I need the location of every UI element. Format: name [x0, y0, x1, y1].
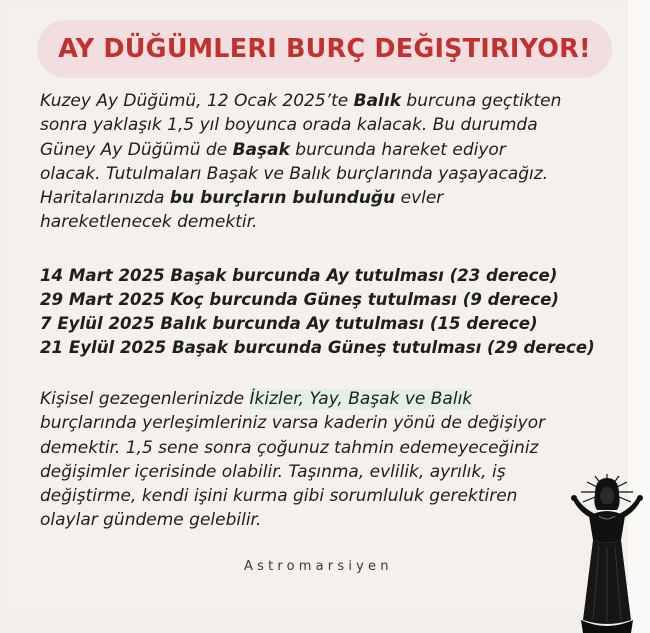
intro-line: [40, 138, 630, 162]
intro-emphasis: bu burçların bulunduğu: [169, 188, 396, 209]
intro-text: Haritalarınızda: [40, 188, 170, 209]
title-banner: [37, 20, 612, 78]
post-card: [10, 6, 626, 610]
intro-paragraph: [40, 89, 630, 235]
page-title: AY DÜĞÜMLERI BURÇ DEĞIŞTIRIYOR!: [58, 34, 591, 64]
intro-line: sonra yaklaşık 1,5 yıl boyunca orada kalacak. Bu durumda: [40, 115, 538, 136]
goddess-figure-icon: [565, 470, 650, 633]
outro-paragraph: [40, 387, 630, 533]
eclipse-list: [40, 264, 595, 360]
intro-text: burcunda hareket ediyor: [289, 139, 506, 160]
outro-line: [40, 387, 630, 411]
highlighted-signs: İkizler, Yay, Başak ve Balık: [249, 389, 473, 409]
intro-line: [40, 186, 630, 210]
intro-text: burcuna geçtikten: [401, 91, 562, 111]
intro-emphasis: Balık: [353, 91, 401, 111]
outro-line: olaylar gündeme gelebilir.: [40, 510, 262, 531]
intro-text: Güney Ay Düğümü de: [40, 139, 233, 160]
outro-line: değişimler içerisinde olabilir. Taşınma, evlilik, ayrılık, iş: [40, 461, 506, 482]
eclipse-item: 29 Mart 2025 Koç burcunda Güneş tutulması (9 derece): [40, 290, 559, 309]
signature: Astromarsiyen: [244, 559, 393, 574]
intro-line: [40, 89, 630, 113]
intro-emphasis: Başak: [232, 139, 290, 160]
outro-line: değiştirme, kendi işini kurma gibi sorumluluk gerektiren: [40, 486, 518, 507]
intro-line: olacak. Tutulmaları Başak ve Balık burçlarında yaşayacağız.: [40, 163, 549, 184]
eclipse-item: 14 Mart 2025 Başak burcunda Ay tutulması (23 derece): [40, 266, 558, 285]
outro-text: Kişisel gezegenlerinizde: [40, 389, 250, 409]
intro-text: evler: [395, 188, 444, 209]
eclipse-item: 7 Eylül 2025 Balık burcunda Ay tutulması (15 derece): [40, 314, 538, 333]
outro-line: burçlarında yerleşimleriniz varsa kaderin yönü de değişiyor: [40, 413, 546, 434]
outro-line: demektir. 1,5 sene sonra çoğunuz tahmin edemeyeceğiniz: [40, 437, 539, 458]
eclipse-item: 21 Eylül 2025 Başak burcunda Güneş tutulması (29 derece): [40, 338, 595, 357]
intro-line: hareketlenecek demektir.: [40, 212, 258, 233]
intro-text: Kuzey Ay Düğümü, 12 Ocak 2025’te: [40, 91, 354, 111]
